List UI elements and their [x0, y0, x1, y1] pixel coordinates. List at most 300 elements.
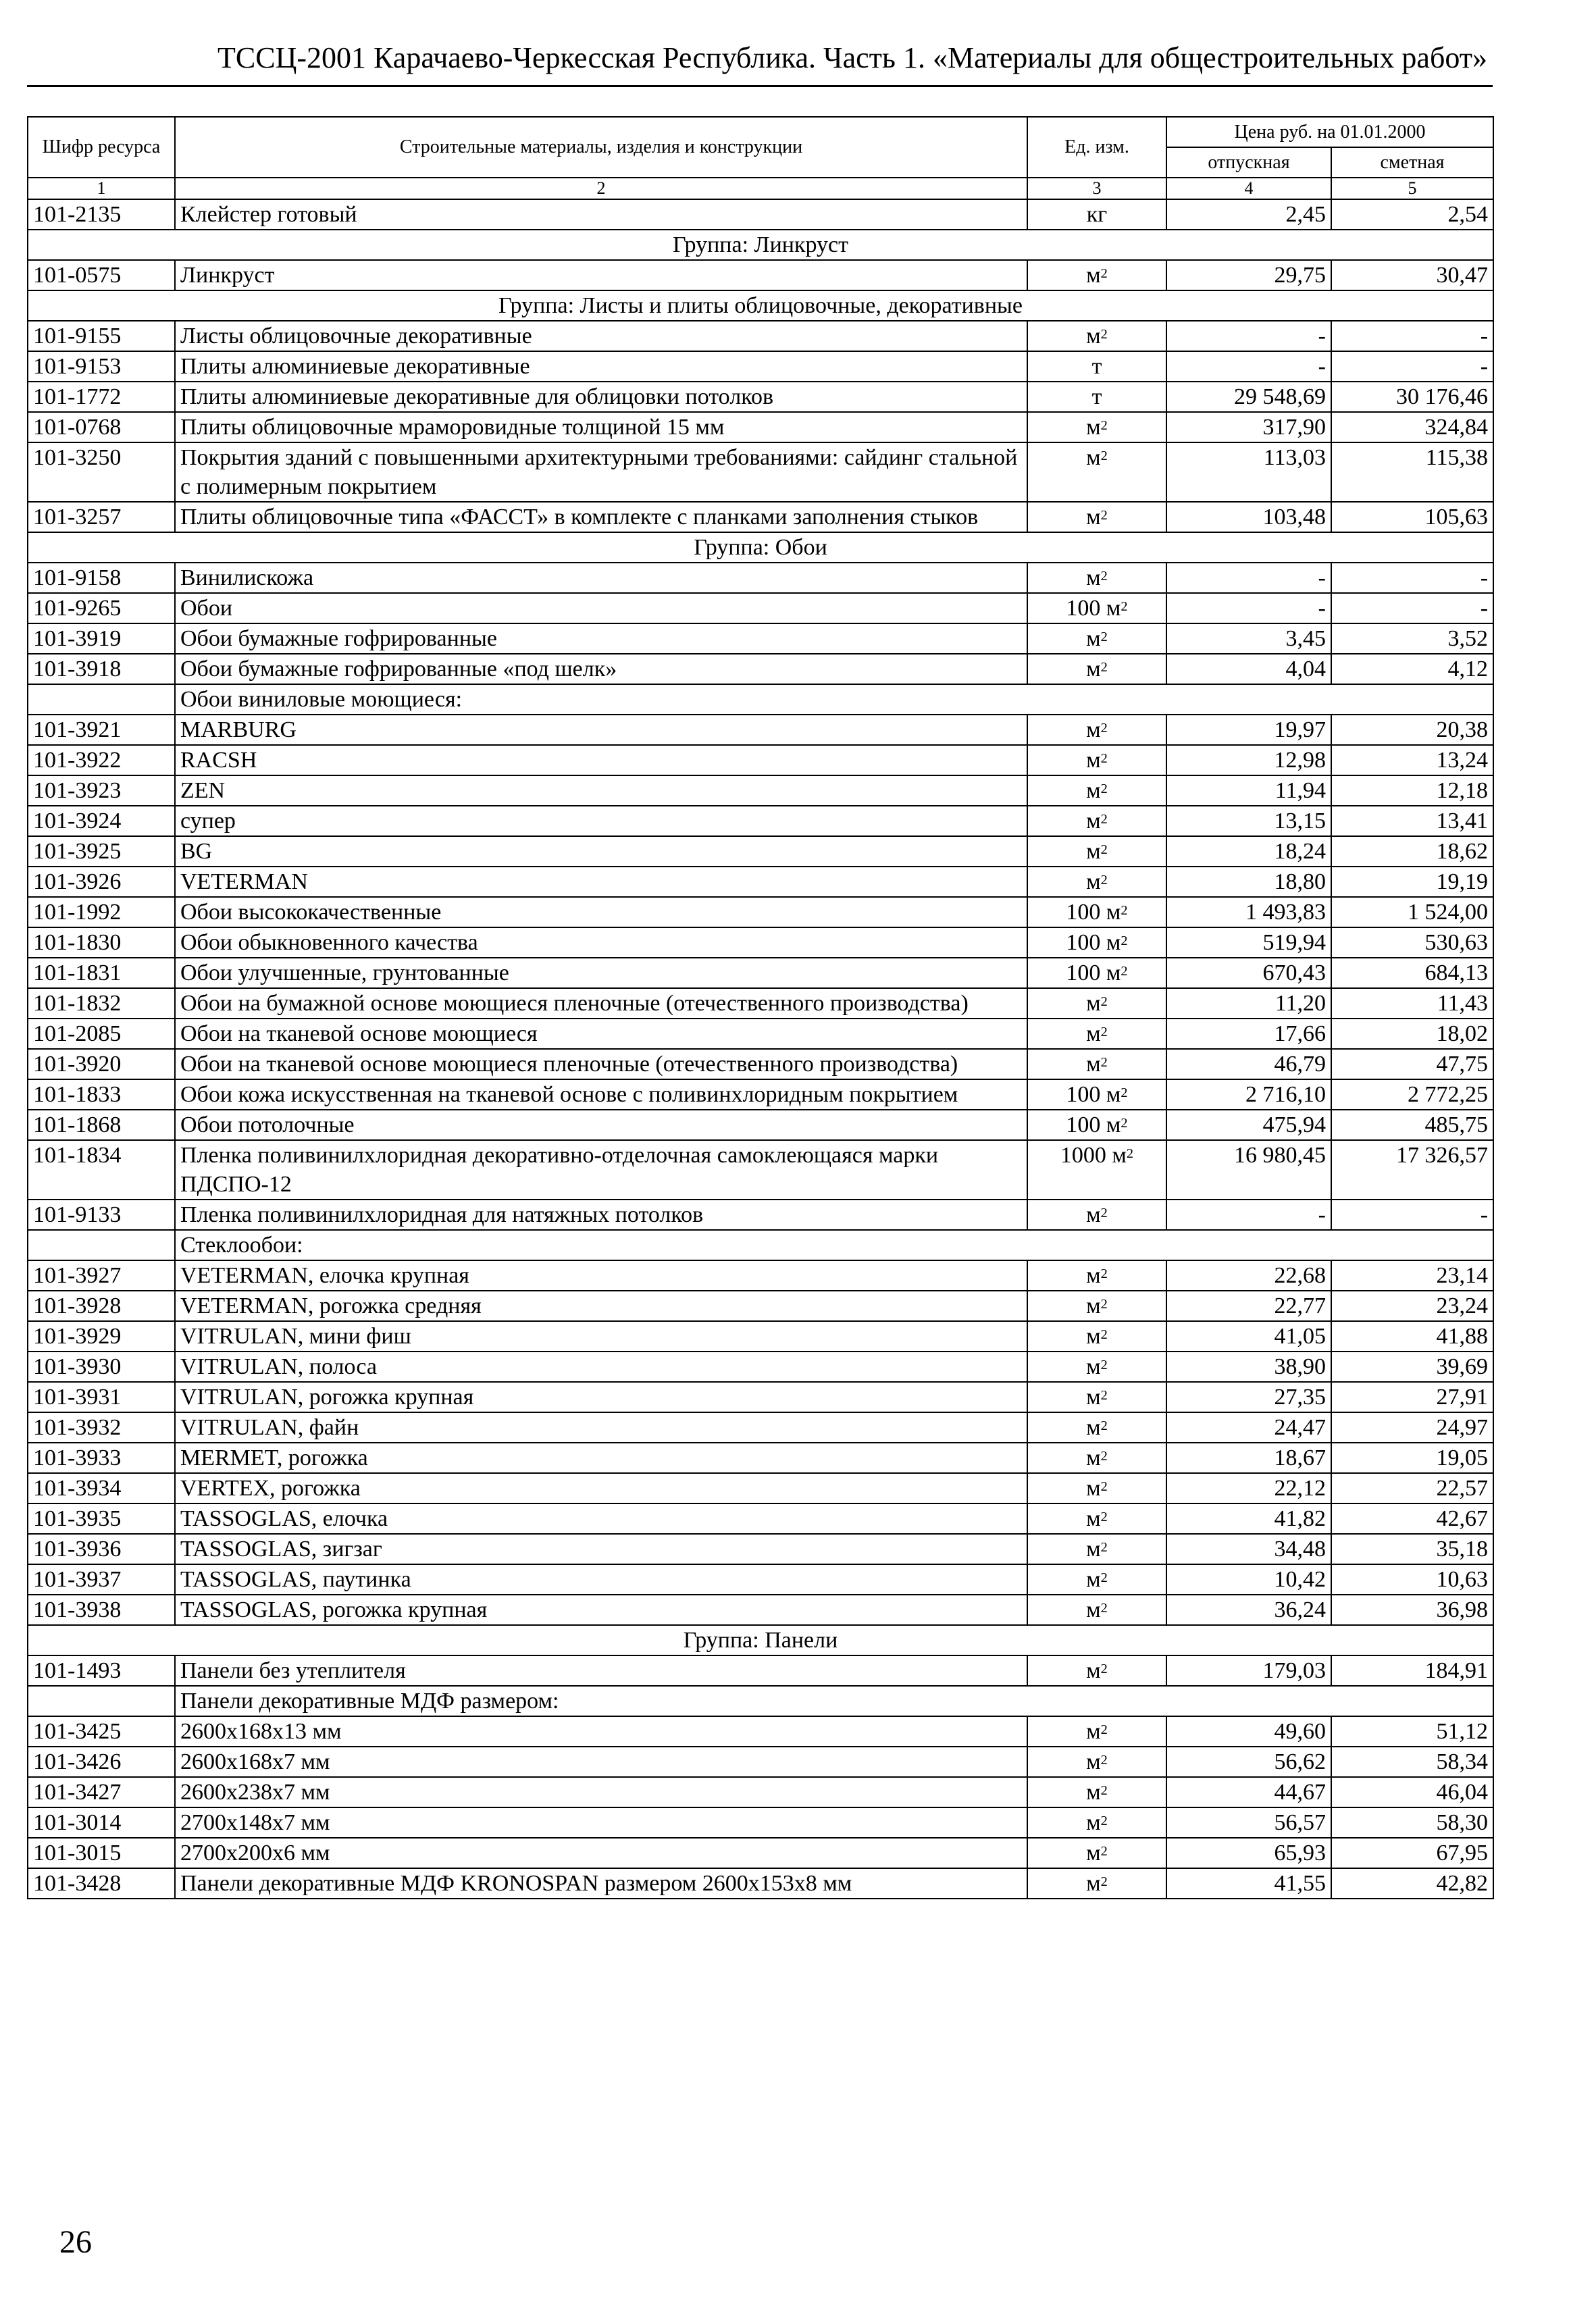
- release-price: 4,04: [1166, 654, 1331, 684]
- release-price: 475,94: [1166, 1110, 1331, 1140]
- material-name: VITRULAN, мини фиш: [175, 1321, 1027, 1352]
- unit-cell: $м^2$: [1027, 1291, 1166, 1321]
- group-row: [28, 230, 1493, 260]
- unit-cell: $м^2$: [1027, 867, 1166, 897]
- table-row: [28, 927, 1493, 958]
- estimate-price: 19,05: [1331, 1443, 1493, 1473]
- material-name: 2700х148х7 мм: [175, 1807, 1027, 1838]
- table-row: [28, 806, 1493, 836]
- estimate-price: 23,14: [1331, 1260, 1493, 1291]
- resource-code: 101-3919: [28, 623, 175, 654]
- release-price: 38,90: [1166, 1352, 1331, 1382]
- header-unit: Ед. изм.: [1027, 117, 1166, 178]
- estimate-price: 35,18: [1331, 1534, 1493, 1564]
- table-row: [28, 1838, 1493, 1868]
- resource-code: 101-3926: [28, 867, 175, 897]
- unit-exponent: 2: [1100, 507, 1108, 523]
- estimate-price: 42,67: [1331, 1503, 1493, 1534]
- table-row: [28, 199, 1493, 230]
- unit-exponent: 2: [1100, 1024, 1108, 1039]
- unit-exponent: 2: [1100, 720, 1108, 736]
- unit-exponent: 2: [1100, 781, 1108, 796]
- unit-cell: $м^2$: [1027, 1019, 1166, 1049]
- unit-cell: $м^2$: [1027, 806, 1166, 836]
- resource-code: 101-9265: [28, 593, 175, 623]
- table-row: [28, 1140, 1493, 1200]
- unit-exponent: 2: [1100, 1813, 1108, 1828]
- unit-cell: 1000 $м^2$: [1027, 1140, 1166, 1200]
- table-row: [28, 1079, 1493, 1110]
- estimate-price: 30 176,46: [1331, 382, 1493, 412]
- estimate-price: 115,38: [1331, 442, 1493, 502]
- release-price: 46,79: [1166, 1049, 1331, 1079]
- material-name: BG: [175, 836, 1027, 867]
- release-price: 11,20: [1166, 988, 1331, 1019]
- unit-exponent: 2: [1100, 1418, 1108, 1433]
- resource-code: 101-3928: [28, 1291, 175, 1321]
- resource-code: 101-3257: [28, 502, 175, 532]
- material-name: Обои на бумажной основе моющиеся пленочные (отечественного производства): [175, 988, 1027, 1019]
- resource-code: 101-3425: [28, 1716, 175, 1747]
- estimate-price: 58,34: [1331, 1747, 1493, 1777]
- release-price: 519,94: [1166, 927, 1331, 958]
- estimate-price: -: [1331, 1200, 1493, 1230]
- estimate-price: 24,97: [1331, 1412, 1493, 1443]
- unit-cell: $м^2$: [1027, 1473, 1166, 1503]
- estimate-price: 23,24: [1331, 1291, 1493, 1321]
- release-price: -: [1166, 321, 1331, 351]
- release-price: 16 980,45: [1166, 1140, 1331, 1200]
- material-name: Панели декоративные МДФ KRONOSPAN размером 2600х153х8 мм: [175, 1868, 1027, 1899]
- material-name: MERMET, рогожка: [175, 1443, 1027, 1473]
- resource-code: 101-1493: [28, 1655, 175, 1686]
- unit-exponent: 2: [1100, 1448, 1108, 1464]
- unit-cell: $м^2$: [1027, 1595, 1166, 1625]
- unit-exponent: 2: [1100, 1600, 1108, 1616]
- table-body: [28, 199, 1493, 1899]
- group-row: [28, 1625, 1493, 1655]
- release-price: 22,68: [1166, 1260, 1331, 1291]
- estimate-price: 1 524,00: [1331, 897, 1493, 927]
- release-price: 113,03: [1166, 442, 1331, 502]
- subheader-row: [28, 1230, 1493, 1260]
- unit-exponent: 2: [1100, 1782, 1108, 1798]
- material-name: Пленка поливинилхлоридная для натяжных потолков: [175, 1200, 1027, 1230]
- table-row: [28, 1807, 1493, 1838]
- resource-code: 101-3938: [28, 1595, 175, 1625]
- unit-cell: 100 $м^2$: [1027, 1079, 1166, 1110]
- material-name: Обои: [175, 593, 1027, 623]
- release-price: 56,62: [1166, 1747, 1331, 1777]
- resource-code: 101-3933: [28, 1443, 175, 1473]
- estimate-price: 51,12: [1331, 1716, 1493, 1747]
- resource-code: 101-3918: [28, 654, 175, 684]
- unit-cell: $м^2$: [1027, 1352, 1166, 1382]
- resource-code: 101-3934: [28, 1473, 175, 1503]
- resource-code: 101-3927: [28, 1260, 175, 1291]
- subheader-row: [28, 1686, 1493, 1716]
- estimate-price: -: [1331, 593, 1493, 623]
- unit-cell: 100 $м^2$: [1027, 593, 1166, 623]
- material-name: Покрытия зданий с повышенными архитектурными требованиями: сайдинг стальной с полимерным покрытием: [175, 442, 1027, 502]
- resource-code: 101-3929: [28, 1321, 175, 1352]
- estimate-price: 36,98: [1331, 1595, 1493, 1625]
- resource-code: 101-9155: [28, 321, 175, 351]
- table-row: [28, 1564, 1493, 1595]
- unit-exponent: 2: [1121, 1115, 1128, 1131]
- unit-exponent: 2: [1100, 326, 1108, 342]
- table-head: [28, 117, 1493, 199]
- estimate-price: 184,91: [1331, 1655, 1493, 1686]
- column-number: 3: [1027, 178, 1166, 199]
- resource-code: 101-3936: [28, 1534, 175, 1564]
- resource-code: 101-3427: [28, 1777, 175, 1807]
- table-row: [28, 382, 1493, 412]
- table-row: [28, 745, 1493, 775]
- release-price: 29,75: [1166, 260, 1331, 290]
- unit-exponent: 2: [1100, 1661, 1108, 1676]
- resource-code: 101-3923: [28, 775, 175, 806]
- release-price: 2,45: [1166, 199, 1331, 230]
- unit-exponent: 2: [1100, 1843, 1108, 1859]
- unit-cell: $м^2$: [1027, 836, 1166, 867]
- resource-code: 101-1831: [28, 958, 175, 988]
- material-name: MARBURG: [175, 715, 1027, 745]
- release-price: 36,24: [1166, 1595, 1331, 1625]
- table-row: [28, 867, 1493, 897]
- material-name: Обои обыкновенного качества: [175, 927, 1027, 958]
- table-row: [28, 1412, 1493, 1443]
- table-row: [28, 1321, 1493, 1352]
- resource-code: 101-3925: [28, 836, 175, 867]
- release-price: 29 548,69: [1166, 382, 1331, 412]
- release-price: 179,03: [1166, 1655, 1331, 1686]
- resource-code: 101-3920: [28, 1049, 175, 1079]
- unit-exponent: 2: [1100, 568, 1108, 584]
- group-row: [28, 532, 1493, 563]
- table-row: [28, 1049, 1493, 1079]
- unit-cell: $м^2$: [1027, 563, 1166, 593]
- page-number: 26: [59, 2224, 92, 2260]
- resource-code: 101-3015: [28, 1838, 175, 1868]
- material-name: VETERMAN, рогожка средняя: [175, 1291, 1027, 1321]
- release-price: 103,48: [1166, 502, 1331, 532]
- release-price: -: [1166, 593, 1331, 623]
- resource-code: 101-0768: [28, 412, 175, 442]
- subheader-title: Панели декоративные МДФ размером:: [175, 1686, 1493, 1716]
- estimate-price: 12,18: [1331, 775, 1493, 806]
- unit-cell: $м^2$: [1027, 988, 1166, 1019]
- release-price: 13,15: [1166, 806, 1331, 836]
- estimate-price: 39,69: [1331, 1352, 1493, 1382]
- table-row: [28, 1534, 1493, 1564]
- unit-cell: $м^2$: [1027, 1049, 1166, 1079]
- table-row: [28, 836, 1493, 867]
- table-row: [28, 260, 1493, 290]
- table-row: [28, 1443, 1493, 1473]
- resource-code: 101-3428: [28, 1868, 175, 1899]
- material-name: VITRULAN, полоса: [175, 1352, 1027, 1382]
- column-number: 2: [175, 178, 1027, 199]
- release-price: 12,98: [1166, 745, 1331, 775]
- material-name: Плиты алюминиевые декоративные для облицовки потолков: [175, 382, 1027, 412]
- unit-exponent: 2: [1100, 811, 1108, 827]
- estimate-price: 47,75: [1331, 1049, 1493, 1079]
- unit-cell: $м^2$: [1027, 1443, 1166, 1473]
- unit-exponent: 2: [1100, 1327, 1108, 1342]
- group-title: Группа: Обои: [28, 532, 1493, 563]
- table-row: [28, 1473, 1493, 1503]
- release-price: 34,48: [1166, 1534, 1331, 1564]
- resource-code: 101-3924: [28, 806, 175, 836]
- unit-exponent: 2: [1100, 1479, 1108, 1494]
- unit-exponent: 2: [1100, 1874, 1108, 1889]
- estimate-price: 2,54: [1331, 199, 1493, 230]
- release-price: 18,80: [1166, 867, 1331, 897]
- material-name: Обои бумажные гофрированные «под шелк»: [175, 654, 1027, 684]
- resource-code: 101-3426: [28, 1747, 175, 1777]
- release-price: 41,55: [1166, 1868, 1331, 1899]
- unit-exponent: 2: [1100, 842, 1108, 857]
- column-number: 5: [1331, 178, 1493, 199]
- unit-cell: $м^2$: [1027, 715, 1166, 745]
- resource-code: 101-0575: [28, 260, 175, 290]
- resource-code: 101-3930: [28, 1352, 175, 1382]
- table-row: [28, 1291, 1493, 1321]
- table-row: [28, 1655, 1493, 1686]
- material-name: Плиты облицовочные мраморовидные толщиной 15 мм: [175, 412, 1027, 442]
- material-name: 2600х168х7 мм: [175, 1747, 1027, 1777]
- table-row: [28, 1716, 1493, 1747]
- material-name: 2700х200х6 мм: [175, 1838, 1027, 1868]
- unit-cell: $м^2$: [1027, 623, 1166, 654]
- header-estimate-price: сметная: [1331, 147, 1493, 178]
- release-price: 44,67: [1166, 1777, 1331, 1807]
- unit-cell: т: [1027, 351, 1166, 382]
- estimate-price: 10,63: [1331, 1564, 1493, 1595]
- unit-cell: $м^2$: [1027, 321, 1166, 351]
- estimate-price: 4,12: [1331, 654, 1493, 684]
- unit-exponent: 2: [1100, 1054, 1108, 1070]
- unit-exponent: 2: [1100, 994, 1108, 1009]
- material-name: ZEN: [175, 775, 1027, 806]
- table-row: [28, 1747, 1493, 1777]
- unit-exponent: 2: [1100, 1357, 1108, 1372]
- unit-cell: $м^2$: [1027, 775, 1166, 806]
- release-price: 49,60: [1166, 1716, 1331, 1747]
- unit-cell: $м^2$: [1027, 1382, 1166, 1412]
- estimate-price: 2 772,25: [1331, 1079, 1493, 1110]
- unit-cell: $м^2$: [1027, 745, 1166, 775]
- unit-cell: 100 $м^2$: [1027, 1110, 1166, 1140]
- unit-cell: $м^2$: [1027, 1260, 1166, 1291]
- unit-exponent: 2: [1100, 265, 1108, 281]
- material-name: RACSH: [175, 745, 1027, 775]
- table-row: [28, 988, 1493, 1019]
- estimate-price: 30,47: [1331, 260, 1493, 290]
- material-name: Обои кожа искусственная на тканевой основе с поливинхлоридным покрытием: [175, 1079, 1027, 1110]
- subheader-row: [28, 684, 1493, 715]
- unit-exponent: 2: [1121, 933, 1128, 948]
- table-row: [28, 623, 1493, 654]
- table-row: [28, 715, 1493, 745]
- estimate-price: 67,95: [1331, 1838, 1493, 1868]
- material-name: TASSOGLAS, рогожка крупная: [175, 1595, 1027, 1625]
- estimate-price: 22,57: [1331, 1473, 1493, 1503]
- resource-code: 101-3921: [28, 715, 175, 745]
- group-title: Группа: Листы и плиты облицовочные, декоративные: [28, 290, 1493, 321]
- release-price: 56,57: [1166, 1807, 1331, 1838]
- unit-cell: $м^2$: [1027, 1716, 1166, 1747]
- resource-code: 101-1830: [28, 927, 175, 958]
- unit-exponent: 2: [1121, 1085, 1128, 1100]
- material-name: VITRULAN, файн: [175, 1412, 1027, 1443]
- resource-code: 101-3932: [28, 1412, 175, 1443]
- resource-code: 101-9153: [28, 351, 175, 382]
- estimate-price: 18,62: [1331, 836, 1493, 867]
- resource-code: 101-3014: [28, 1807, 175, 1838]
- subheader-empty-cell: [28, 1686, 175, 1716]
- release-price: 11,94: [1166, 775, 1331, 806]
- material-name: VITRULAN, рогожка крупная: [175, 1382, 1027, 1412]
- unit-cell: $м^2$: [1027, 1503, 1166, 1534]
- unit-exponent: 2: [1126, 1146, 1134, 1161]
- table-row: [28, 958, 1493, 988]
- unit-exponent: 2: [1121, 598, 1128, 614]
- estimate-price: 27,91: [1331, 1382, 1493, 1412]
- resource-code: 101-9133: [28, 1200, 175, 1230]
- unit-cell: $м^2$: [1027, 502, 1166, 532]
- unit-exponent: 2: [1100, 1509, 1108, 1524]
- release-price: -: [1166, 563, 1331, 593]
- material-name: TASSOGLAS, паутинка: [175, 1564, 1027, 1595]
- estimate-price: 13,41: [1331, 806, 1493, 836]
- estimate-price: 20,38: [1331, 715, 1493, 745]
- resource-code: 101-9158: [28, 563, 175, 593]
- unit-exponent: 2: [1100, 659, 1108, 675]
- unit-cell: $м^2$: [1027, 1655, 1166, 1686]
- unit-cell: $м^2$: [1027, 1412, 1166, 1443]
- estimate-price: -: [1331, 321, 1493, 351]
- unit-cell: $м^2$: [1027, 260, 1166, 290]
- unit-exponent: 2: [1100, 448, 1108, 463]
- unit-cell: $м^2$: [1027, 654, 1166, 684]
- price-table: [27, 116, 1494, 1899]
- table-row: [28, 1382, 1493, 1412]
- release-price: 18,24: [1166, 836, 1331, 867]
- release-price: 3,45: [1166, 623, 1331, 654]
- material-name: Обои бумажные гофрированные: [175, 623, 1027, 654]
- release-price: 17,66: [1166, 1019, 1331, 1049]
- table-row: [28, 1019, 1493, 1049]
- column-number: 1: [28, 178, 175, 199]
- material-name: Клейстер готовый: [175, 199, 1027, 230]
- table-row: [28, 1503, 1493, 1534]
- unit-exponent: 2: [1100, 750, 1108, 766]
- resource-code: 101-3935: [28, 1503, 175, 1534]
- release-price: 18,67: [1166, 1443, 1331, 1473]
- estimate-price: -: [1331, 351, 1493, 382]
- release-price: 24,47: [1166, 1412, 1331, 1443]
- unit-cell: $м^2$: [1027, 1838, 1166, 1868]
- unit-cell: т: [1027, 382, 1166, 412]
- material-name: 2600х168х13 мм: [175, 1716, 1027, 1747]
- unit-exponent: 2: [1100, 1570, 1108, 1585]
- estimate-price: 530,63: [1331, 927, 1493, 958]
- unit-cell: $м^2$: [1027, 1200, 1166, 1230]
- material-name: Обои высококачественные: [175, 897, 1027, 927]
- material-name: VERTEX, рогожка: [175, 1473, 1027, 1503]
- estimate-price: 58,30: [1331, 1807, 1493, 1838]
- subheader-empty-cell: [28, 684, 175, 715]
- resource-code: 101-3931: [28, 1382, 175, 1412]
- unit-cell: $м^2$: [1027, 1747, 1166, 1777]
- release-price: 317,90: [1166, 412, 1331, 442]
- release-price: 22,12: [1166, 1473, 1331, 1503]
- resource-code: 101-1868: [28, 1110, 175, 1140]
- material-name: VETERMAN: [175, 867, 1027, 897]
- material-name: 2600х238х7 мм: [175, 1777, 1027, 1807]
- release-price: 22,77: [1166, 1291, 1331, 1321]
- unit-exponent: 2: [1121, 902, 1128, 918]
- header-price: Цена руб. на 01.01.2000: [1166, 117, 1493, 147]
- release-price: -: [1166, 1200, 1331, 1230]
- unit-cell: $м^2$: [1027, 1564, 1166, 1595]
- resource-code: 101-2085: [28, 1019, 175, 1049]
- material-name: Винилискожа: [175, 563, 1027, 593]
- table-row: [28, 502, 1493, 532]
- unit-exponent: 2: [1100, 1205, 1108, 1220]
- unit-exponent: 2: [1100, 417, 1108, 433]
- table-row: [28, 563, 1493, 593]
- estimate-price: 105,63: [1331, 502, 1493, 532]
- release-price: 2 716,10: [1166, 1079, 1331, 1110]
- estimate-price: 485,75: [1331, 1110, 1493, 1140]
- unit-exponent: 2: [1100, 1387, 1108, 1403]
- table-row: [28, 1868, 1493, 1899]
- unit-cell: $м^2$: [1027, 1777, 1166, 1807]
- column-number-row: [28, 178, 1493, 199]
- group-title: Группа: Линкруст: [28, 230, 1493, 260]
- release-price: 10,42: [1166, 1564, 1331, 1595]
- table-row: [28, 351, 1493, 382]
- resource-code: 101-3922: [28, 745, 175, 775]
- unit-exponent: 2: [1100, 1296, 1108, 1312]
- unit-cell: $м^2$: [1027, 1868, 1166, 1899]
- unit-exponent: 2: [1100, 1752, 1108, 1768]
- release-price: -: [1166, 351, 1331, 382]
- estimate-price: 3,52: [1331, 623, 1493, 654]
- material-name: Листы облицовочные декоративные: [175, 321, 1027, 351]
- unit-cell: $м^2$: [1027, 1534, 1166, 1564]
- estimate-price: -: [1331, 563, 1493, 593]
- resource-code: 101-3937: [28, 1564, 175, 1595]
- release-price: 1 493,83: [1166, 897, 1331, 927]
- group-row: [28, 290, 1493, 321]
- page-header-title: ТССЦ-2001 Карачаево-Черкесская Республика. Часть 1. «Материалы для общестроительных работ»: [217, 41, 1487, 74]
- estimate-price: 18,02: [1331, 1019, 1493, 1049]
- unit-exponent: 2: [1121, 963, 1128, 979]
- table-row: [28, 593, 1493, 623]
- material-name: Пленка поливинилхлоридная декоративно-отделочная самоклеющаяся марки ПДСПО-12: [175, 1140, 1027, 1200]
- unit-cell: кг: [1027, 199, 1166, 230]
- unit-cell: 100 $м^2$: [1027, 958, 1166, 988]
- resource-code: 101-1992: [28, 897, 175, 927]
- page-header: [27, 38, 1493, 87]
- table-row: [28, 1110, 1493, 1140]
- estimate-price: 684,13: [1331, 958, 1493, 988]
- table-row: [28, 442, 1493, 502]
